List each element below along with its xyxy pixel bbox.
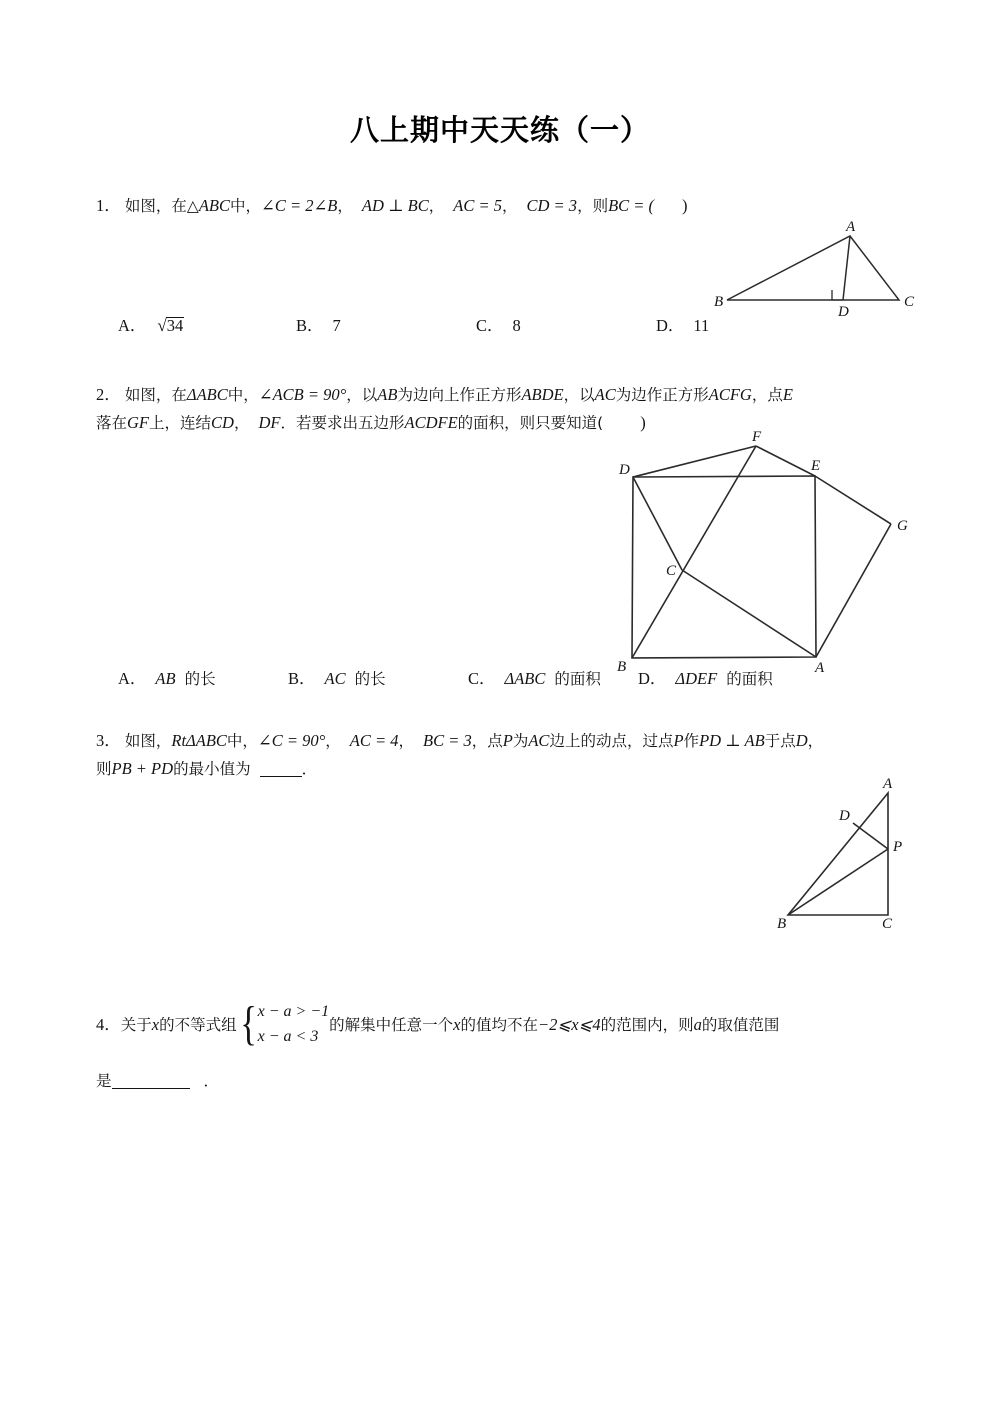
- question-2-number: 2．: [96, 385, 121, 404]
- q3-label-P: P: [893, 839, 903, 855]
- q4-system-row-1: x − a > −1: [257, 1003, 330, 1020]
- q3-l2-m1: PB + PD: [111, 759, 174, 778]
- q2-option-b-cn: 的长: [354, 670, 386, 688]
- page-title: 八上期中天天练（一）: [349, 113, 650, 147]
- q2-l2-t2: 上，连结: [149, 414, 212, 432]
- q2-option-c-math: ΔABC: [504, 669, 546, 688]
- q2-option-b-math: AC: [324, 669, 346, 688]
- question-3-figure: [775, 775, 915, 930]
- q2-option-a-math: AB: [155, 669, 176, 688]
- q3-m5: P: [502, 731, 513, 750]
- q2-l2-m3: DF: [258, 413, 281, 432]
- q1-text-b: 中，: [229, 197, 261, 215]
- q4-answer-blank[interactable]: [112, 1074, 190, 1089]
- q2-l2-t5: 的面积，则只要知道(: [457, 414, 604, 432]
- question-4-text: [96, 997, 926, 1096]
- q1-option-a[interactable]: [118, 312, 296, 336]
- q1-label-A: A: [846, 219, 856, 235]
- q3-m1: RtΔABC: [171, 731, 227, 750]
- q1-option-a-value: √34: [157, 316, 184, 335]
- q2-label-D: D: [619, 462, 630, 478]
- q1-radicand: 34: [166, 316, 184, 335]
- q2-option-a[interactable]: [118, 665, 288, 689]
- q2-m3: AB: [377, 385, 398, 404]
- q1-triangle-symbol: △: [186, 197, 199, 215]
- question-2-options: [118, 665, 773, 689]
- q3-m9: D: [795, 731, 808, 750]
- q1-paren-close: ): [682, 196, 688, 215]
- q1-option-a-letter: A．: [118, 316, 147, 335]
- q2-l2-t4: ．若要求出五边形: [280, 414, 405, 432]
- q2-l2-t3: ，: [233, 414, 250, 432]
- q1-abc: ABC: [198, 196, 230, 215]
- q2-label-E: E: [811, 458, 821, 474]
- q2-option-c-letter: C．: [468, 669, 496, 688]
- question-2-figure: [612, 428, 912, 678]
- q2-t1: 如图，在: [124, 386, 187, 404]
- q2-t4: 为边向上作正方形: [397, 386, 522, 404]
- q4-l2-t1: 是: [96, 1072, 112, 1090]
- q3-l2-t3: ．: [301, 760, 318, 778]
- q3-m8: PD ⊥ AB: [699, 731, 765, 750]
- q3-t4: ，: [398, 732, 414, 750]
- q2-option-d-math: ΔDEF: [675, 669, 718, 688]
- question-3-number: 3．: [96, 731, 121, 750]
- q1-option-d[interactable]: [656, 312, 709, 336]
- question-1-figure: [712, 218, 922, 318]
- q3-m4: BC = 3: [423, 731, 472, 750]
- q3-label-D: D: [839, 808, 850, 824]
- q2-option-d[interactable]: [638, 665, 773, 689]
- q1-option-b-value: 7: [332, 316, 341, 335]
- q2-option-d-cn: 的面积: [726, 670, 773, 688]
- q1-label-D: D: [838, 304, 849, 318]
- q4-system-row-2: x − a < 3: [257, 1028, 319, 1045]
- q2-label-G: G: [897, 518, 908, 534]
- q3-t3: ，: [325, 732, 341, 750]
- q1-cond-5: BC = (: [608, 196, 655, 215]
- q2-label-B: B: [617, 659, 627, 675]
- q1-label-C: C: [904, 294, 915, 310]
- question-4-number: 4．: [96, 1015, 121, 1034]
- q1-option-d-value: 11: [693, 316, 710, 335]
- q1-text-e: ，: [428, 197, 445, 215]
- q2-option-a-letter: A．: [118, 669, 147, 688]
- q2-option-b[interactable]: [288, 665, 468, 689]
- q2-option-c[interactable]: [468, 665, 638, 689]
- question-1-options: [118, 312, 709, 336]
- q2-option-a-cn: 的长: [184, 670, 216, 688]
- q3-answer-blank[interactable]: [260, 762, 302, 777]
- q3-t1: 如图，: [124, 732, 172, 750]
- q1-text-g: ，则: [577, 197, 609, 215]
- q1-option-d-letter: D．: [656, 316, 685, 335]
- question-1-text: [96, 192, 796, 220]
- q2-m5: AC: [594, 385, 616, 404]
- q1-option-c-value: 8: [512, 316, 521, 335]
- q2-m2: ∠ACB = 90°: [258, 385, 347, 404]
- q1-cond-1: ∠C = 2∠B: [261, 196, 338, 215]
- q2-m1: ΔABC: [186, 385, 228, 404]
- q1-option-b[interactable]: [296, 312, 476, 336]
- q3-label-A: A: [883, 776, 893, 792]
- q1-text-d: ，: [337, 197, 353, 215]
- q4-m3: −2⩽x⩽4: [538, 1015, 601, 1034]
- q1-cond-4: CD = 3: [526, 196, 578, 215]
- q1-text-f: ，: [501, 197, 518, 215]
- q3-m3: AC = 4: [349, 731, 399, 750]
- q2-label-C: C: [666, 563, 677, 579]
- q4-t5: 的范围内，则: [600, 1016, 694, 1034]
- q1-option-b-letter: B．: [296, 316, 324, 335]
- q3-l2-t2: 的最小值为: [173, 760, 251, 778]
- q3-label-B: B: [777, 916, 787, 930]
- q2-l2-m2: CD: [211, 413, 234, 432]
- left-brace-glyph: {: [239, 997, 257, 1051]
- q2-l2-m1: GF: [127, 413, 150, 432]
- q2-t7: ，点: [751, 386, 783, 404]
- q2-m7: E: [782, 385, 793, 404]
- q2-m4: ABDE: [521, 385, 564, 404]
- q4-l2-t2: ．: [203, 1072, 220, 1090]
- q3-t6: 为: [512, 732, 529, 750]
- q2-l2-t1: 落在: [96, 414, 128, 432]
- q2-t3: ，以: [346, 386, 378, 404]
- q3-label-C: C: [882, 916, 893, 930]
- q2-m6: ACFG: [708, 385, 752, 404]
- q3-t8: 作: [683, 732, 700, 750]
- q2-label-F: F: [752, 429, 762, 445]
- q1-option-c[interactable]: [476, 312, 656, 336]
- q3-m6: AC: [528, 731, 550, 750]
- q3-m7: P: [673, 731, 684, 750]
- q3-t5: ，点: [471, 732, 503, 750]
- q4-t6: 的取值范围: [701, 1016, 780, 1034]
- q3-m2: ∠C = 90°: [257, 731, 326, 750]
- q4-t2: 的不等式组: [159, 1016, 237, 1034]
- q1-cond-2: AD ⊥ BC: [361, 196, 429, 215]
- q3-t10: ，: [807, 732, 824, 750]
- q2-l2-m4: ACDFE: [404, 413, 458, 432]
- q4-m2: x: [453, 1015, 461, 1034]
- q3-t9: 于点: [764, 732, 796, 750]
- q4-inequality-system: [237, 999, 330, 1049]
- q4-t1: 关于: [120, 1016, 152, 1034]
- q4-t4: 的值均不在: [460, 1016, 539, 1034]
- q1-cond-3: AC = 5: [453, 196, 502, 215]
- q2-t5: ，以: [563, 386, 595, 404]
- q2-l2-t6: ): [640, 413, 646, 432]
- q1-label-B: B: [714, 294, 724, 310]
- q2-option-b-letter: B．: [288, 669, 316, 688]
- q2-t2: 中，: [227, 386, 259, 404]
- q3-l2-t1: 则: [96, 760, 112, 778]
- q4-m4: a: [693, 1015, 702, 1034]
- q2-t6: 为边作正方形: [615, 386, 709, 404]
- q2-option-d-letter: D．: [638, 669, 667, 688]
- q4-m1: x: [151, 1015, 160, 1034]
- q1-text-a: 如图，在: [124, 197, 187, 215]
- q1-option-c-letter: C．: [476, 316, 504, 335]
- question-1-number: 1．: [96, 196, 121, 215]
- q3-t7: 边上的动点，过点: [549, 732, 674, 750]
- q2-label-A: A: [815, 660, 825, 676]
- q4-t3: 的解集中任意一个: [329, 1016, 454, 1034]
- q2-option-c-cn: 的面积: [554, 670, 601, 688]
- q3-t2: 中，: [226, 732, 258, 750]
